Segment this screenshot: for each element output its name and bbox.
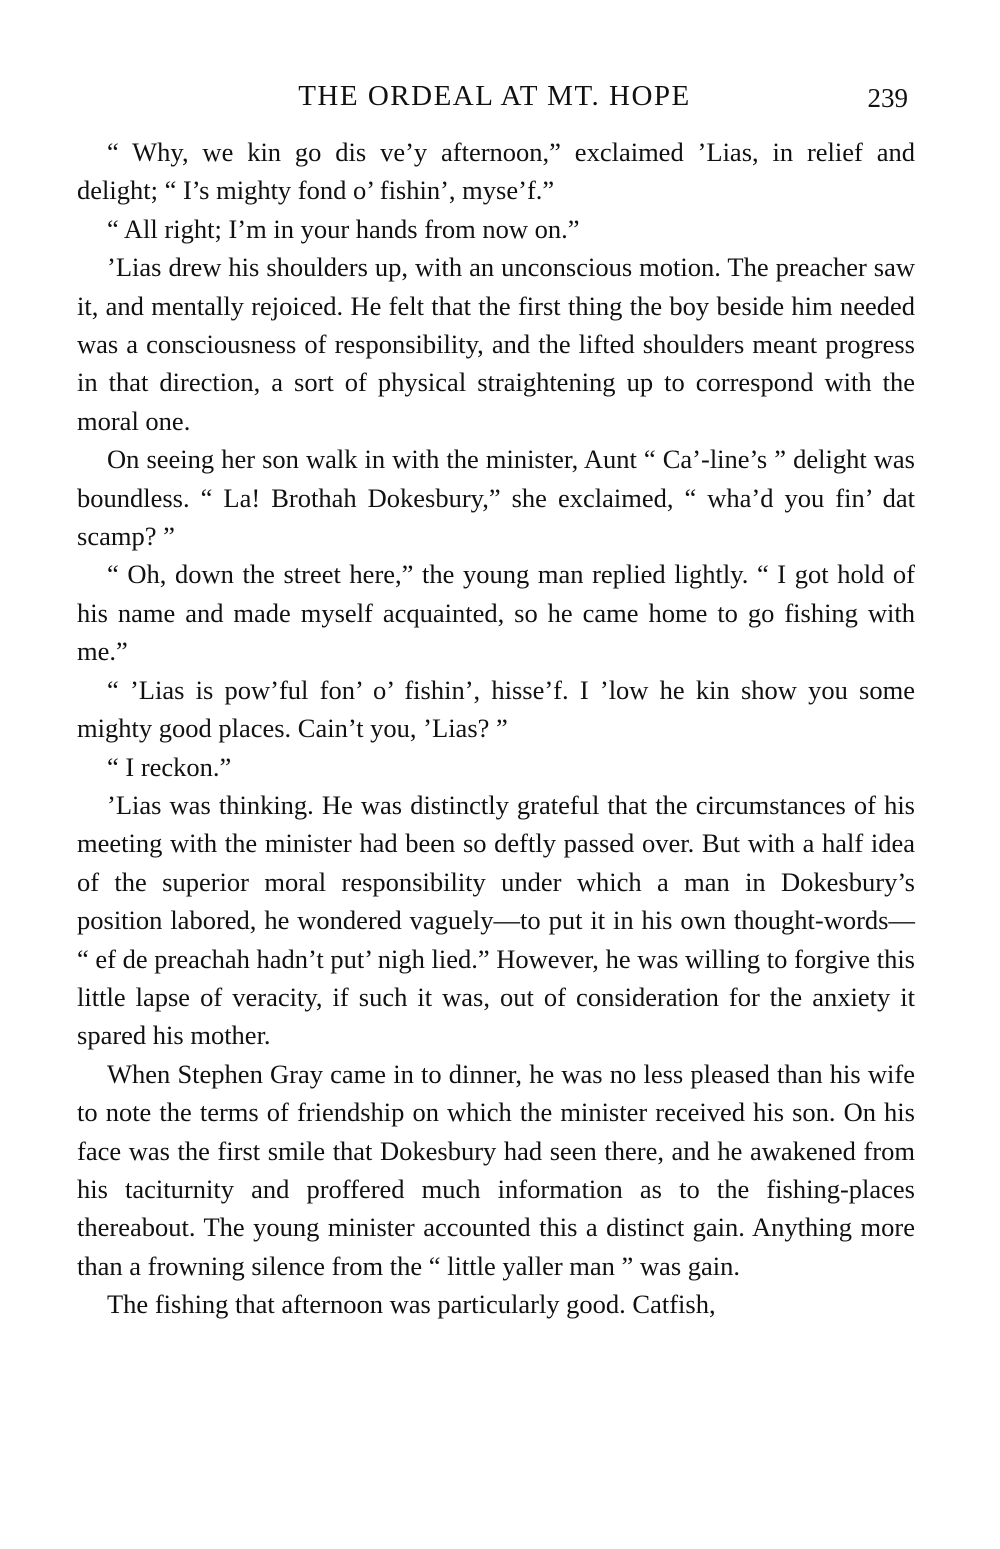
body-text xyxy=(77,133,915,1324)
paragraph: The fishing that afternoon was particularly good. Catfish, xyxy=(107,1289,716,1320)
paragraph: “ I reckon.” xyxy=(107,751,232,782)
paragraph: On seeing her son walk in with the minister, Aunt “ Ca’-line’s ” delight was boundless. “ La! Brothah Dokesbury,” she exclaimed, “ wha’d you fin’ dat scamp? ” xyxy=(77,444,915,552)
paragraph: When Stephen Gray came in to dinner, he was no less pleased than his wife to note the terms of friendship on which the minister received his son. On his face was the first smile that Dokesbury had seen there, and he awakened from his taciturnity and proffered much information as to the fishing-places thereabout. The young minister accounted this a distinct gain. Anything more than a frowning silence from the “ little yaller man ” was gain. xyxy=(77,1058,915,1281)
running-title: THE ORDEAL AT MT. HOPE xyxy=(298,80,691,112)
paragraph: “ All right; I’m in your hands from now on.” xyxy=(107,213,580,244)
paragraph: “ ’Lias is pow’ful fon’ o’ fishin’, hisse’f. I ’low he kin show you some mighty good places. Cain’t you, ’Lias? ” xyxy=(77,674,915,744)
paragraph: “ Why, we kin go dis ve’y afternoon,” exclaimed ’Lias, in relief and delight; “ I’s mighty fond o’ fishin’, myse’f.” xyxy=(77,137,915,206)
paragraph: “ Oh, down the street here,” the young man replied lightly. “ I got hold of his name and made myself acquainted, so he came home to go fishing with me.” xyxy=(77,559,915,667)
paragraph: ’Lias was thinking. He was distinctly grateful that the circumstances of his meeting with the minister had been so deftly passed over. But with a half idea of the superior moral responsibility under which a man in Dokesbury’s position labored, he wondered vaguely—to put it in his own thought-words— “ ef de preachah hadn’t put’ nigh lied.” However, he was willing to forgive this little lapse of veracity, if such it was, out of consideration for the anxiety it spared his mother. xyxy=(77,789,915,1051)
page-number: 239 xyxy=(867,83,908,113)
paragraph: ’Lias drew his shoulders up, with an unconscious motion. The preacher saw it, and mentally rejoiced. He felt that the first thing the boy beside him needed was a consciousness of responsibility, and the lifted shoulders meant progress in that direction, a sort of physical straightening up to correspond with the moral one. xyxy=(77,252,915,436)
running-head xyxy=(77,78,912,118)
